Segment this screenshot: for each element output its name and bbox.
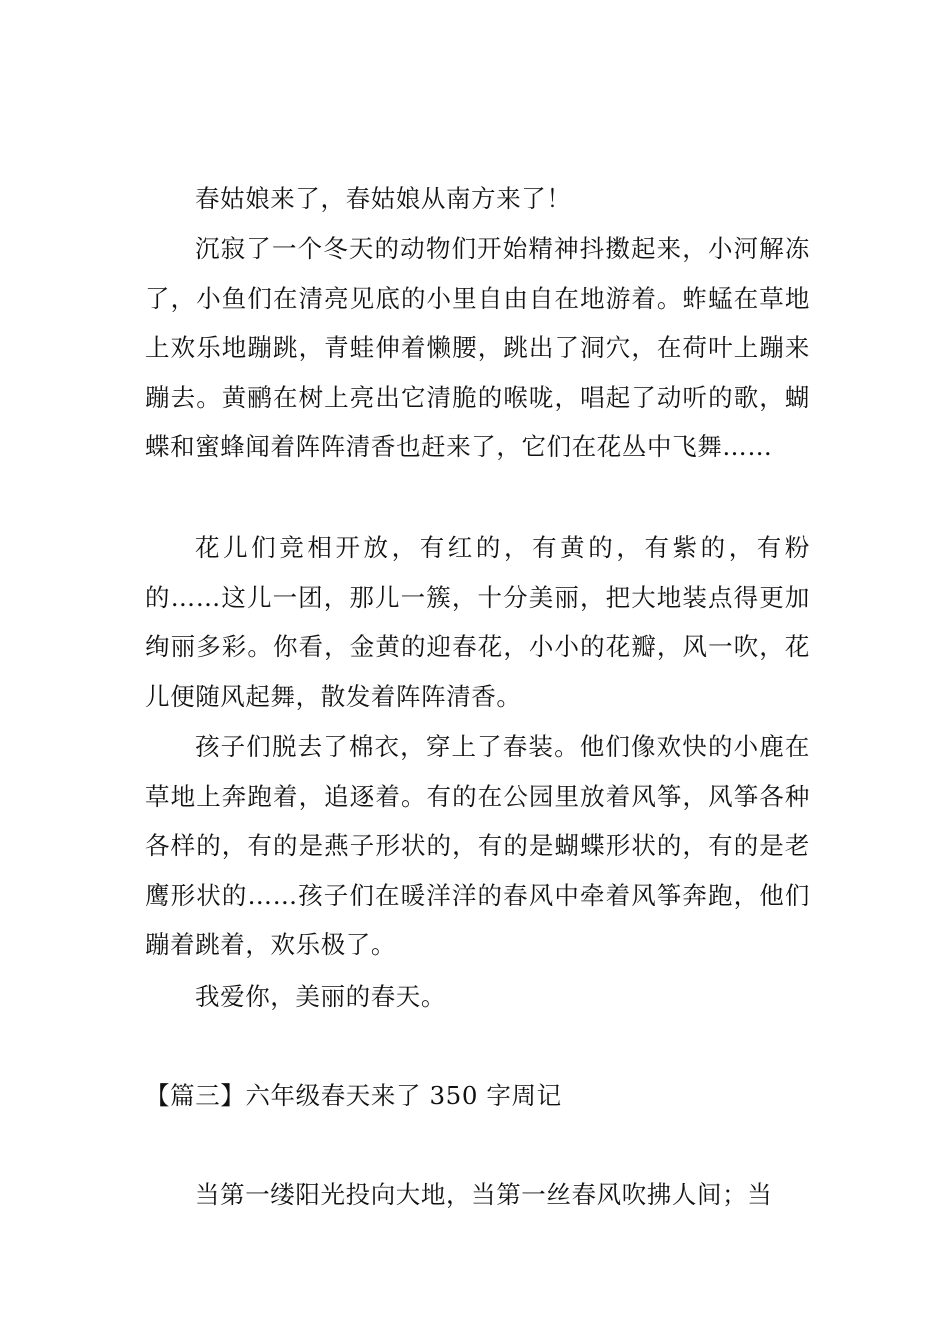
- paragraph-love-spring: 我爱你，美丽的春天。: [195, 982, 446, 1011]
- paragraph-first-sunlight: 当第一缕阳光投向大地，当第一丝春风吹拂人间；当: [195, 1180, 773, 1209]
- paragraph-flowers: 花儿们竞相开放，有红的，有黄的，有紫的，有粉的……这儿一团，那儿一簇，十分美丽，把大地装点得更加绚丽多彩。你看，金黄的迎春花，小小的花瓣，风一吹，花儿便随风起舞，散发着阵阵清香。: [145, 533, 810, 711]
- paragraph-spring-arrives: 春姑娘来了，春姑娘从南方来了！: [195, 184, 572, 213]
- paragraph-children: 孩子们脱去了棉衣，穿上了春装。他们像欢快的小鹿在草地上奔跑着，追逐着。有的在公园里放着风筝，风筝各种各样的，有的是燕子形状的，有的是蝴蝶形状的，有的是老鹰形状的……孩子们在暖洋洋的春风中牵着风筝奔跑，他们蹦着跳着，欢乐极了。: [145, 732, 810, 959]
- paragraph-animals: 沉寂了一个冬天的动物们开始精神抖擞起来，小河解冻了，小鱼们在清亮见底的小里自由自在地游着。蚱蜢在草地上欢乐地蹦跳，青蛙伸着懒腰，跳出了洞穴，在荷叶上蹦来蹦去。黄鹂在树上亮出它清脆的喉咙，唱起了动听的歌，蝴蝶和蜜蜂闻着阵阵清香也赶来了，它们在花丛中飞舞……: [145, 234, 810, 461]
- section-heading: 【篇三】六年级春天来了 350 字周记: [145, 1081, 562, 1110]
